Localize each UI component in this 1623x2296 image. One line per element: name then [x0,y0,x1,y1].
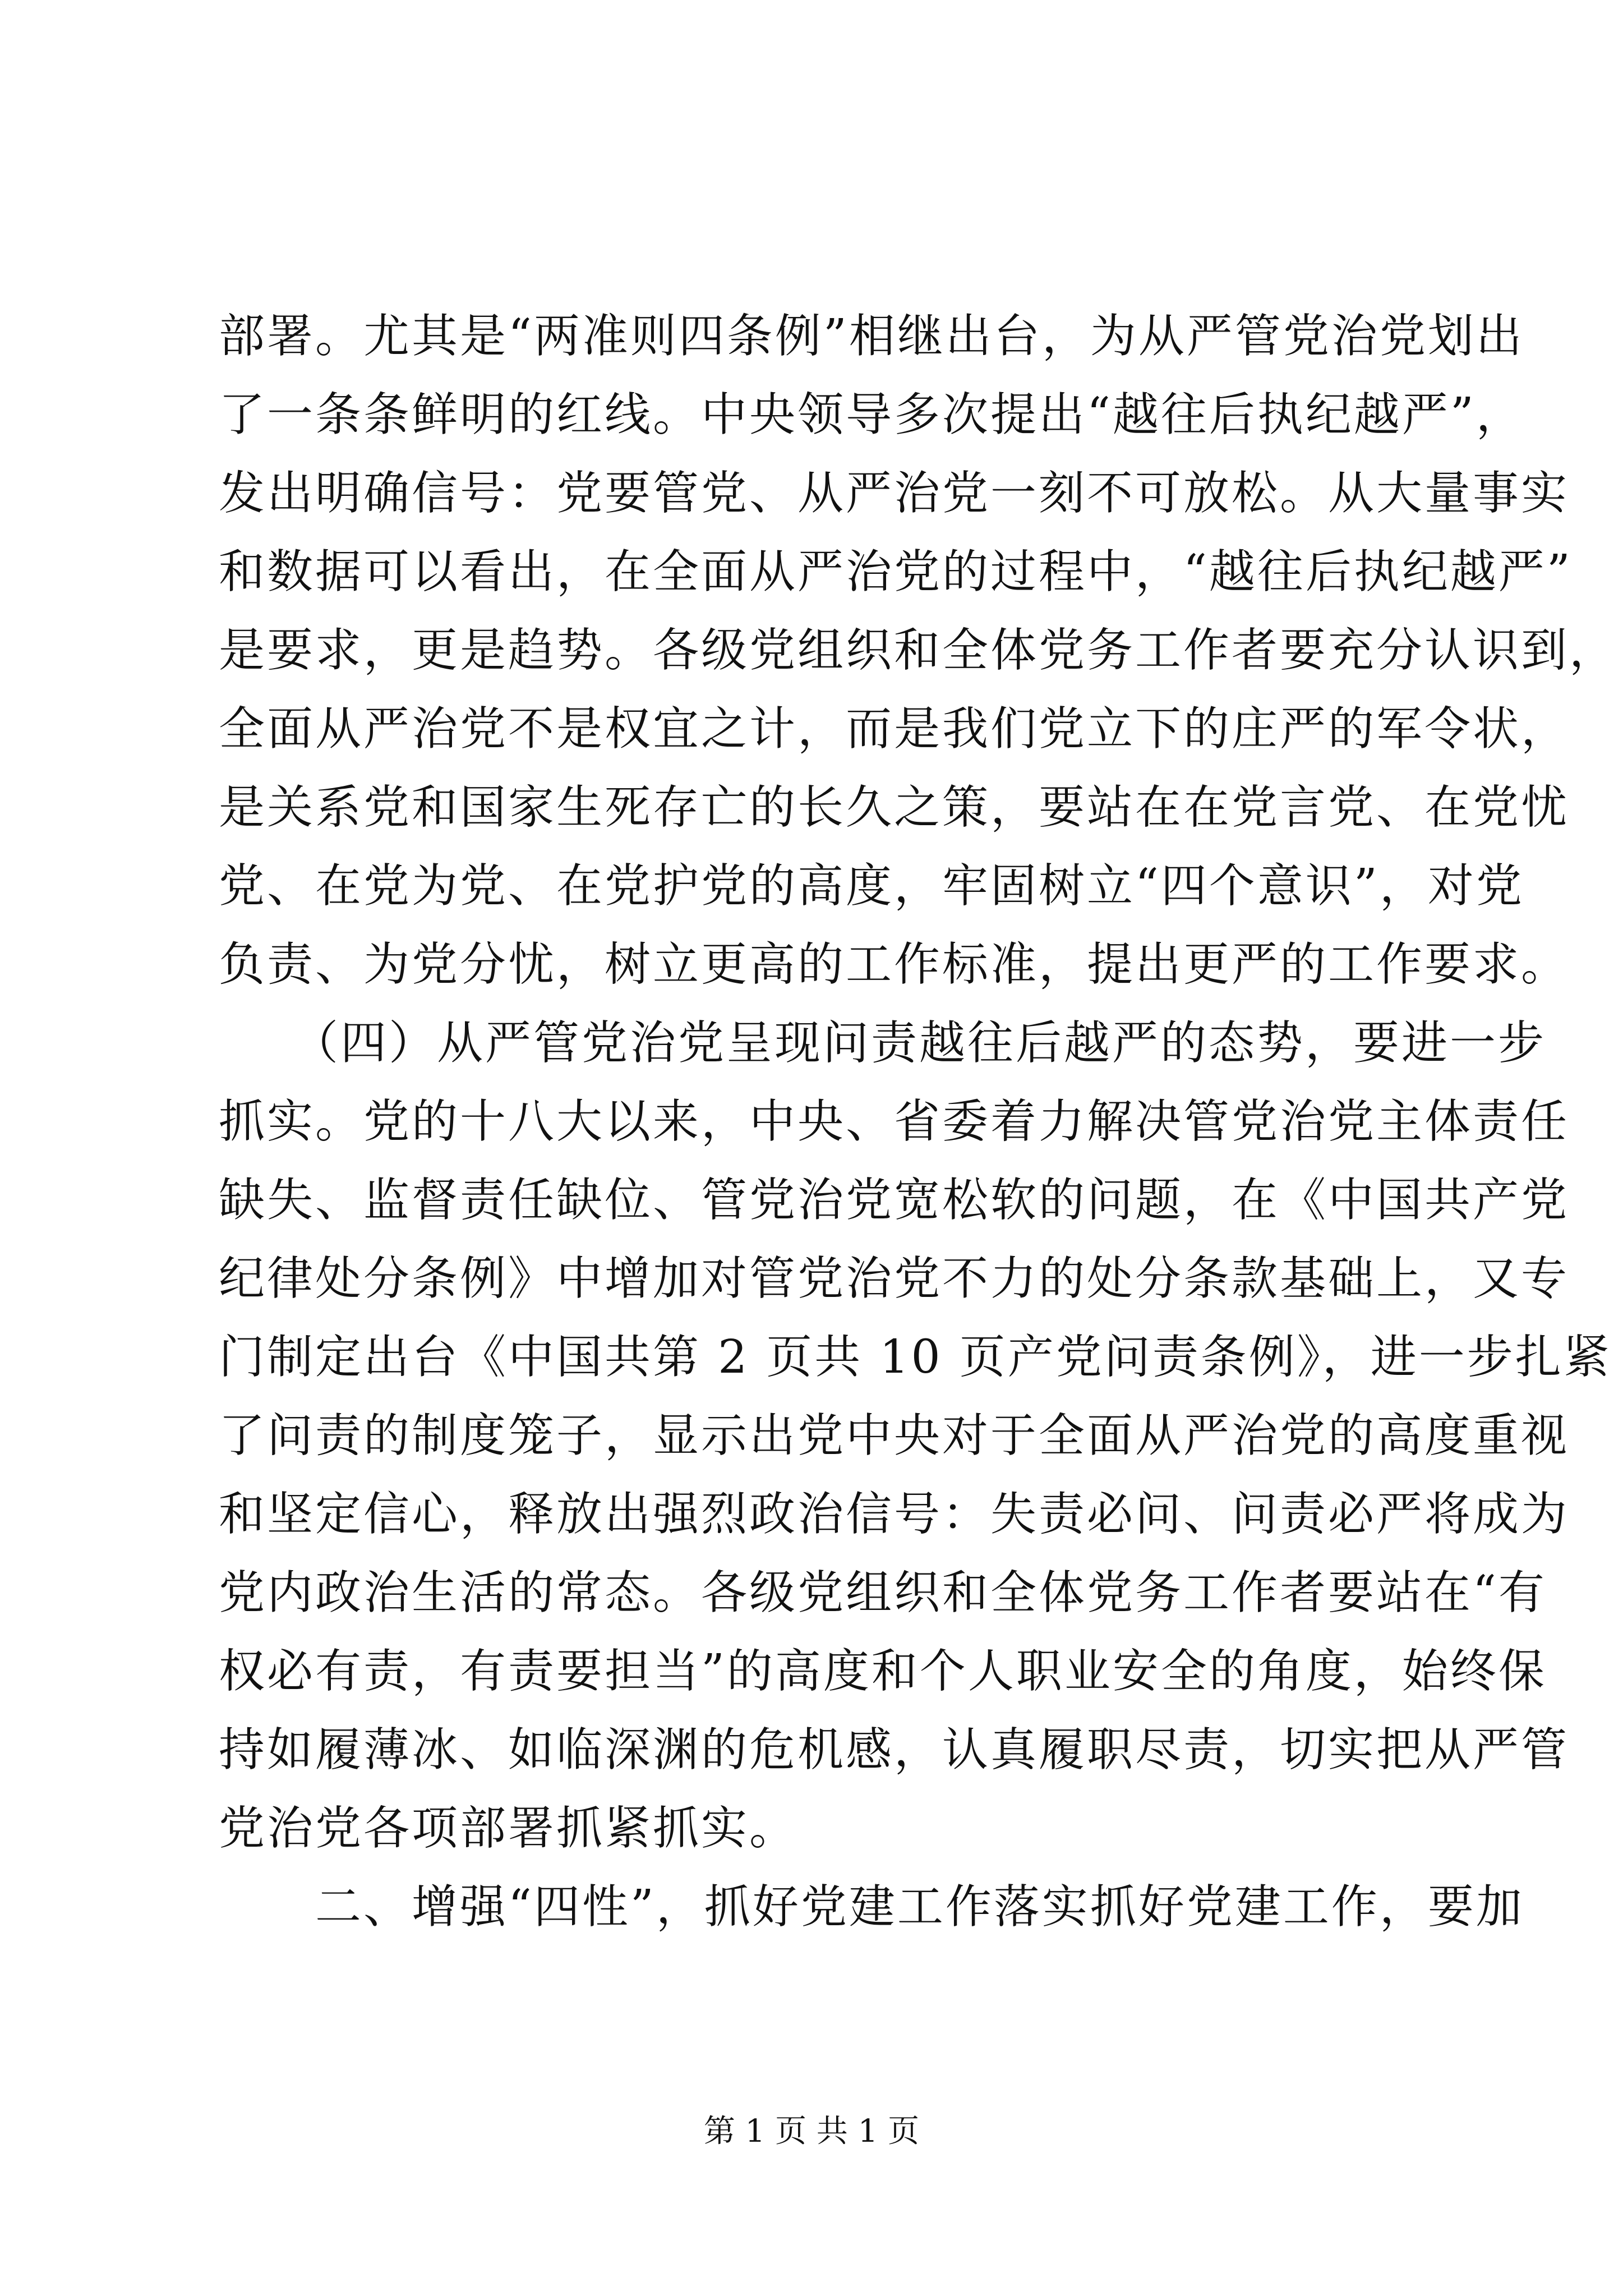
text-line: 是要求，更是趋势。各级党组织和全体党务工作者要充分认识到， [219,624,1618,677]
text-line: 部署。尤其是“两准则四条例”相继出台，为从严管党治党划出 [219,310,1524,363]
text-line: 和数据可以看出，在全面从严治党的过程中，“越往后执纪越严” [219,545,1573,599]
text-line: 二、增强“四性”，抓好党建工作落实抓好党建工作，要加 [219,1880,1524,1934]
document-body [219,297,1618,1947]
text-line: （四）从严管党治党呈现问责越往后越严的态势，要进一步 [219,1016,1547,1070]
text-line: 缺失、监督责任缺位、管党治党宽松软的问题，在《中国共产党 [219,1174,1570,1227]
text-line: 发出明确信号：党要管党、从严治党一刻不可放松。从大量事实 [219,467,1570,520]
text-line: 了一条条鲜明的红线。中央领导多次提出“越往后执纪越严”， [219,388,1524,441]
text-line: 全面从严治党不是权宜之计，而是我们党立下的庄严的军令状， [219,702,1570,756]
text-line: 持如履薄冰、如临深渊的危机感，认真履职尽责，切实把从严管 [219,1723,1570,1777]
text-line: 党治党各项部署抓紧抓实。 [219,1802,798,1855]
text-line: 抓实。党的十八大以来，中央、省委着力解决管党治党主体责任 [219,1095,1570,1148]
text-line: 门制定出台《中国共第 2 页共 10 页产党问责条例》，进一步扎紧 [219,1331,1612,1384]
text-line: 纪律处分条例》中增加对管党治党不力的处分条款基础上，又专 [219,1252,1570,1305]
text-line: 负责、为党分忧，树立更高的工作标准，提出更严的工作要求。 [219,938,1570,991]
text-line: 权必有责，有责要担当”的高度和个人职业安全的角度，始终保 [219,1645,1547,1698]
text-line: 了问责的制度笼子，显示出党中央对于全面从严治党的高度重视 [219,1409,1570,1462]
text-line: 党、在党为党、在党护党的高度，牢固树立“四个意识”，对党 [219,859,1524,913]
text-line: 和坚定信心，释放出强烈政治信号：失责必问、问责必严将成为 [219,1488,1570,1541]
text-line: 党内政治生活的常态。各级党组织和全体党务工作者要站在“有 [219,1566,1547,1619]
text-line: 是关系党和国家生死存亡的长久之策，要站在在党言党、在党忧 [219,781,1570,834]
page-footer: 第 1 页 共 1 页 [703,2113,920,2150]
